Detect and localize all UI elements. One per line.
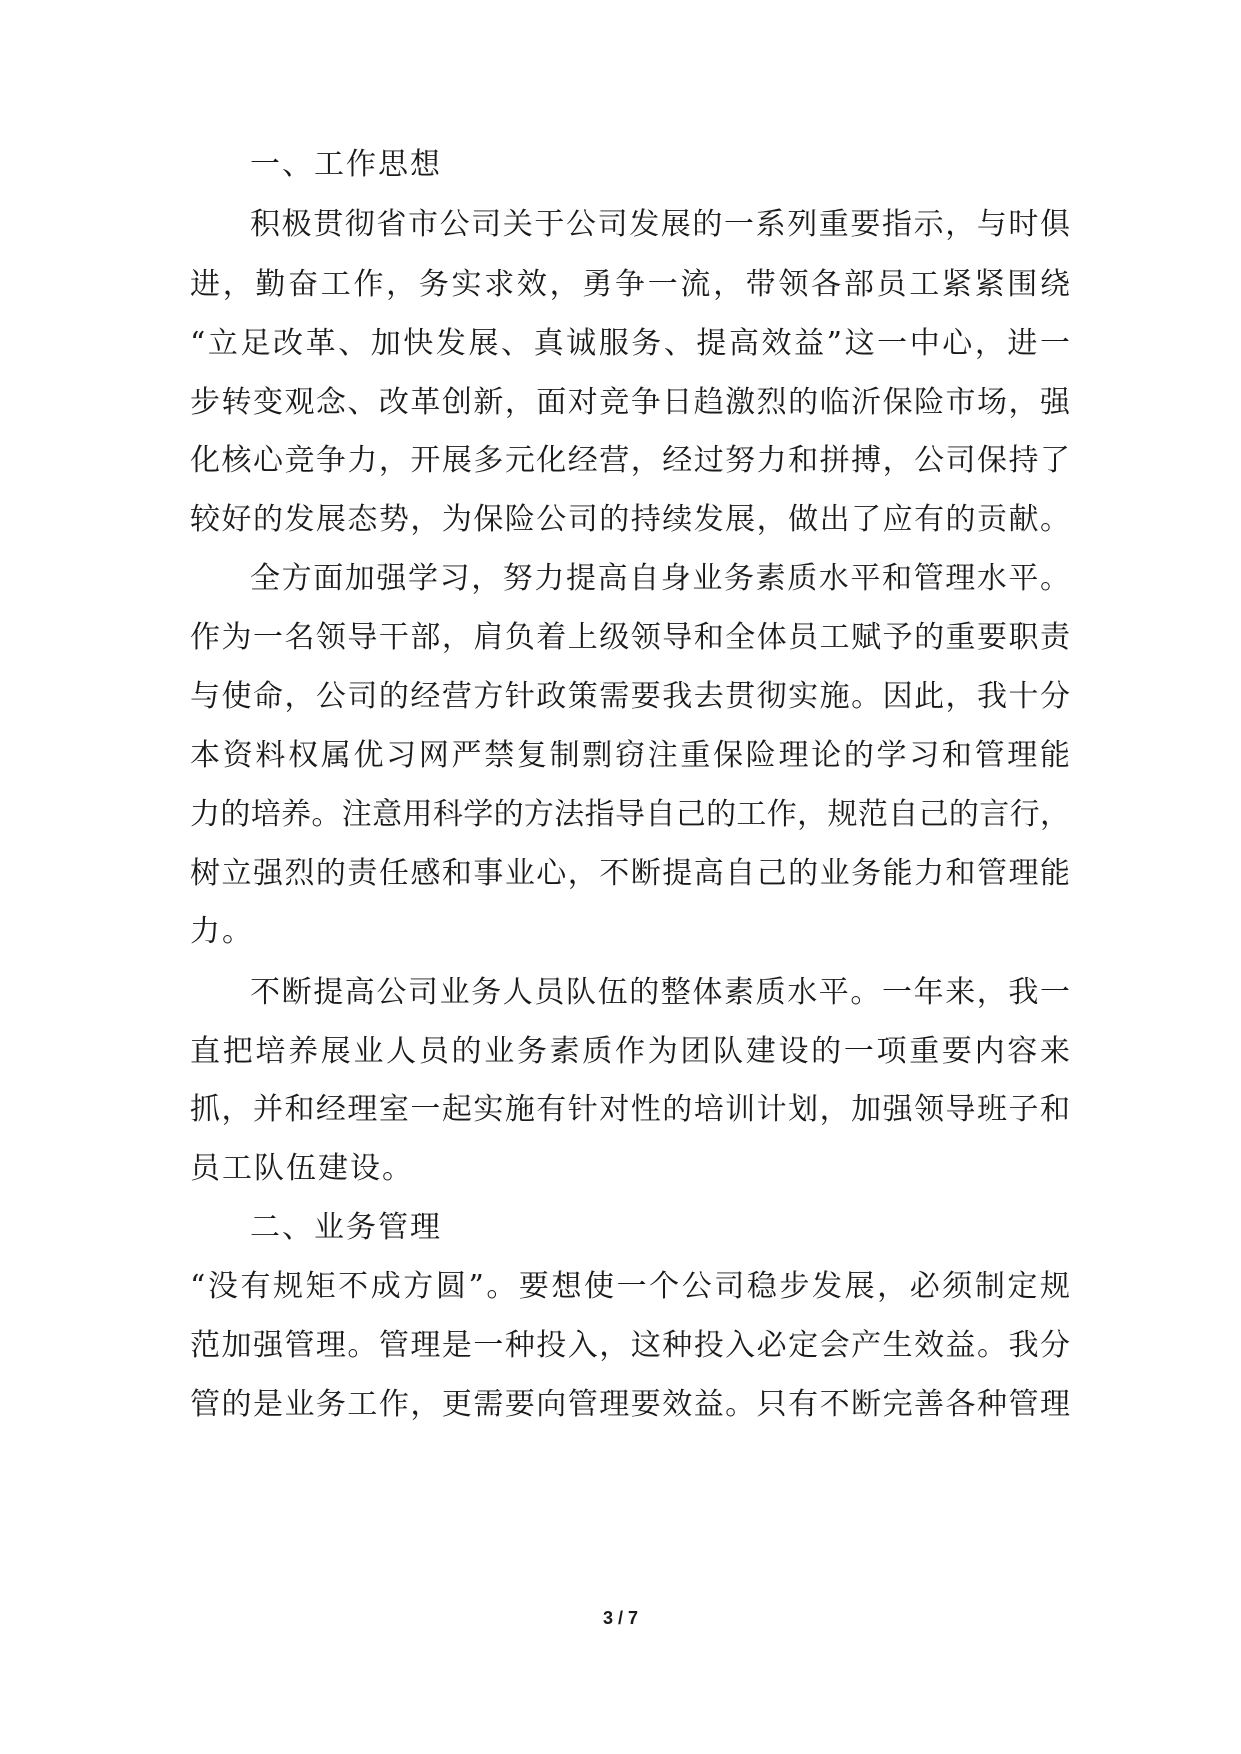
paragraph-line: 范加强管理。管理是一种投入，这种投入必定会产生效益。我分 — [190, 1328, 1070, 1363]
paragraph-line: “立足改革、加快发展、真诚服务、提高效益”这一中心，进一 — [190, 326, 1070, 361]
paragraph-line: 全方面加强学习，努力提高自身业务素质水平和管理水平。 — [250, 561, 1070, 596]
paragraph-line: “没有规矩不成方圆”。要想使一个公司稳步发展，必须制定规 — [190, 1269, 1070, 1304]
paragraph-line: 进，勤奋工作，务实求效，勇争一流，带领各部员工紧紧围绕 — [190, 267, 1070, 302]
paragraph-line: 本资料权属优习网严禁复制剽窃注重保险理论的学习和管理能 — [190, 738, 1070, 773]
section-heading: 一、工作思想 — [250, 147, 442, 182]
paragraph-line: 较好的发展态势，为保险公司的持续发展，做出了应有的贡献。 — [190, 502, 1070, 537]
paragraph-line: 积极贯彻省市公司关于公司发展的一系列重要指示，与时俱 — [250, 207, 1070, 242]
paragraph-line: 力。 — [190, 914, 254, 949]
paragraph-line: 树立强烈的责任感和事业心，不断提高自己的业务能力和管理能 — [190, 856, 1070, 891]
paragraph-line: 员工队伍建设。 — [190, 1151, 414, 1186]
paragraph-line: 化核心竞争力，开展多元化经营，经过努力和拼搏，公司保持了 — [190, 443, 1070, 478]
paragraph-line: 与使命，公司的经营方针政策需要我去贯彻实施。因此，我十分 — [190, 679, 1070, 714]
paragraph-line: 作为一名领导干部，肩负着上级领导和全体员工赋予的重要职责 — [190, 620, 1070, 655]
paragraph-line: 步转变观念、改革创新，面对竞争日趋激烈的临沂保险市场，强 — [190, 385, 1070, 420]
section-heading: 二、业务管理 — [250, 1210, 442, 1245]
paragraph-line: 直把培养展业人员的业务素质作为团队建设的一项重要内容来 — [190, 1034, 1070, 1069]
paragraph-line: 管的是业务工作，更需要向管理要效益。只有不断完善各种管理 — [190, 1387, 1070, 1422]
paragraph-line: 力的培养。注意用科学的方法指导自己的工作，规范自己的言行， — [190, 797, 1070, 832]
paragraph-line: 不断提高公司业务人员队伍的整体素质水平。一年来，我一 — [250, 975, 1070, 1010]
page-number: 3 / 7 — [602, 1608, 639, 1628]
paragraph-line: 抓，并和经理室一起实施有针对性的培训计划，加强领导班子和 — [190, 1092, 1070, 1127]
